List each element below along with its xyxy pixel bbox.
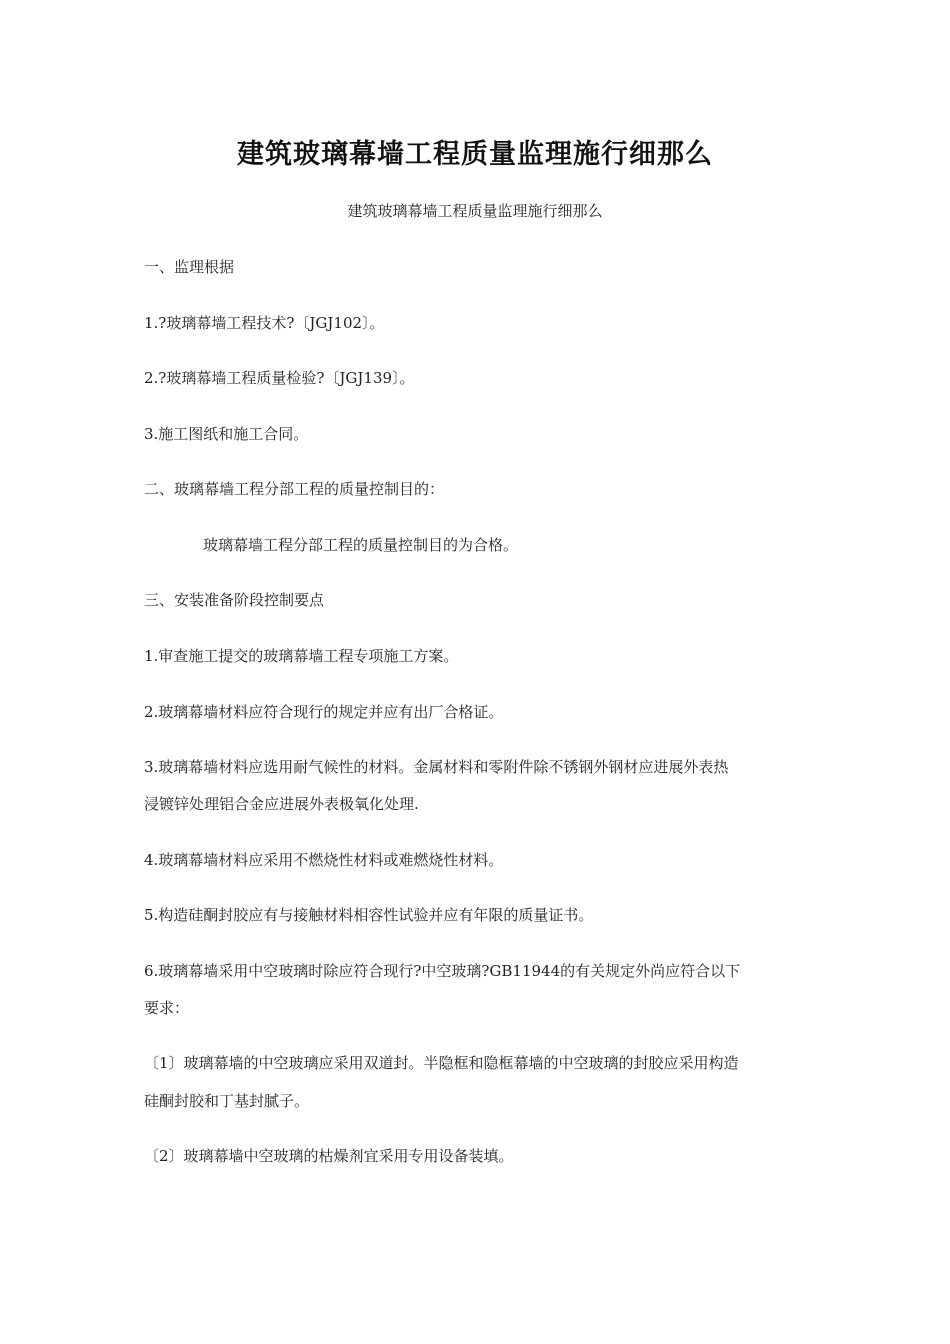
paragraph: 〔2〕玻璃幕墙中空玻璃的枯燥剂宜采用专用设备装填。	[144, 1147, 514, 1165]
document-subtitle: 建筑玻璃幕墙工程质量监理施行细那么	[347, 202, 603, 220]
paragraph: 5.构造硅酮封胶应有与接触材料相容性试验并应有年限的质量证书。	[144, 906, 594, 924]
document-title: 建筑玻璃幕墙工程质量监理施行细那么	[237, 139, 713, 170]
section-heading-1: 一、监理根据	[144, 258, 235, 276]
paragraph-continuation: 要求：	[144, 999, 190, 1017]
paragraph: 玻璃幕墙工程分部工程的质量控制目的为合格。	[203, 536, 519, 554]
paragraph-continuation: 硅酮封胶和丁基封腻子。	[144, 1092, 310, 1110]
paragraph: 〔1〕玻璃幕墙的中空玻璃应采用双道封。半隐框和隐框幕墙的中空玻璃的封胶应采用构造	[144, 1054, 739, 1072]
section-heading-2: 二、玻璃幕墙工程分部工程的质量控制目的：	[144, 480, 445, 498]
paragraph: 1.审查施工提交的玻璃幕墙工程专项施工方案。	[144, 647, 459, 665]
paragraph: 4.玻璃幕墙材料应采用不燃烧性材料或难燃烧性材料。	[144, 851, 504, 869]
paragraph: 6.玻璃幕墙采用中空玻璃时除应符合现行?中空玻璃?GB11944的有关规定外尚应符合以下	[144, 962, 741, 980]
paragraph: 3.施工图纸和施工合同。	[144, 425, 309, 443]
paragraph: 2.?玻璃幕墙工程质量检验?〔JGJ139〕。	[144, 369, 415, 387]
paragraph: 2.玻璃幕墙材料应符合现行的规定并应有出厂合格证。	[144, 703, 504, 721]
paragraph-continuation: 浸镀锌处理铝合金应进展外表极氧化处理.	[144, 795, 419, 813]
paragraph: 3.玻璃幕墙材料应选用耐气候性的材料。金属材料和零附件除不锈钢外钢材应进展外表热	[144, 758, 729, 776]
section-heading-3: 三、安装准备阶段控制要点	[144, 591, 325, 609]
paragraph: 1.?玻璃幕墙工程技术?〔JGJ102〕。	[144, 314, 385, 332]
